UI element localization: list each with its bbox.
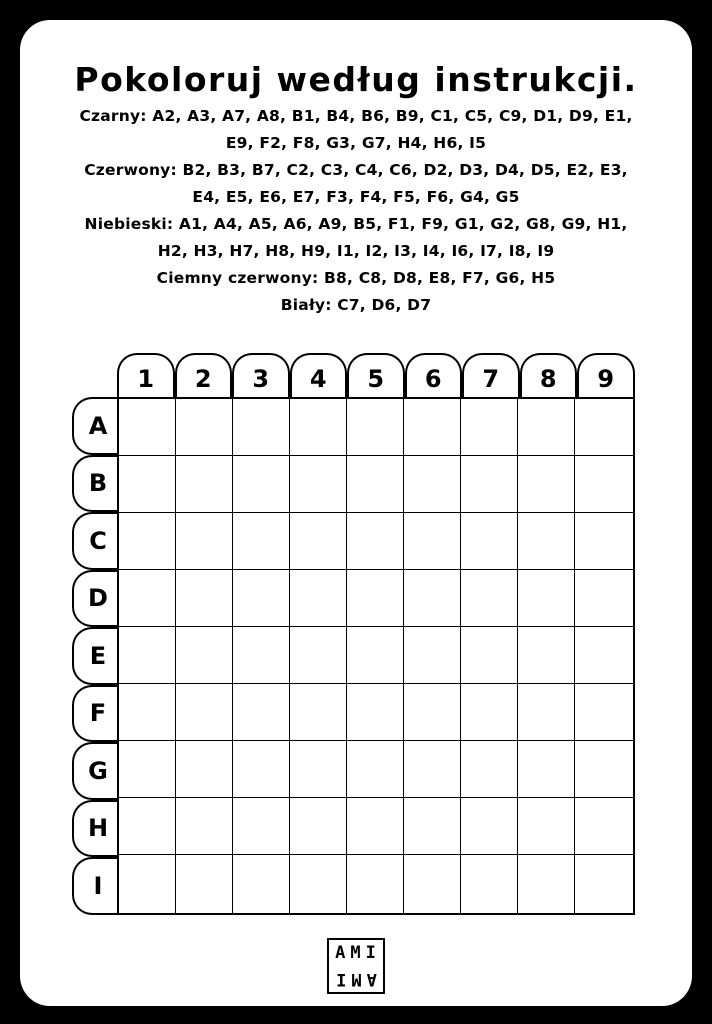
logo-text-bottom: AMI [331,969,377,989]
grid-cell-I4[interactable] [290,855,347,912]
logo-text-top: AMI [335,943,381,963]
grid-cell-F4[interactable] [290,684,347,741]
row-header-E: E [72,627,117,685]
grid-cell-I3[interactable] [233,855,290,912]
grid-cell-E5[interactable] [347,627,404,684]
ami-logo [327,938,385,994]
grid-cell-D3[interactable] [233,570,290,627]
grid-cell-C7[interactable] [461,513,518,570]
grid-cell-F1[interactable] [119,684,176,741]
grid-cell-H1[interactable] [119,798,176,855]
grid-cell-I7[interactable] [461,855,518,912]
grid-cell-A7[interactable] [461,399,518,456]
column-header-6: 6 [405,353,463,397]
grid-cell-E6[interactable] [404,627,461,684]
grid-cell-H2[interactable] [176,798,233,855]
grid-cell-B3[interactable] [233,456,290,513]
grid-cell-H3[interactable] [233,798,290,855]
grid-cell-E8[interactable] [518,627,575,684]
grid-cell-B2[interactable] [176,456,233,513]
instruction-line: E9, F2, F8, G3, G7, H4, H6, I5 [225,134,487,152]
grid-cell-H5[interactable] [347,798,404,855]
row-header-G: G [72,742,117,800]
grid-cell-D5[interactable] [347,570,404,627]
grid-cell-A1[interactable] [119,399,176,456]
grid-cell-D7[interactable] [461,570,518,627]
grid-cell-I5[interactable] [347,855,404,912]
grid-cell-D8[interactable] [518,570,575,627]
worksheet-page [20,20,692,1006]
grid-cell-C4[interactable] [290,513,347,570]
grid-cell-C3[interactable] [233,513,290,570]
grid-cell-C9[interactable] [575,513,632,570]
grid-cell-G5[interactable] [347,741,404,798]
grid-cell-D9[interactable] [575,570,632,627]
grid-cell-E3[interactable] [233,627,290,684]
instruction-line: Ciemny czerwony: B8, C8, D8, E8, F7, G6, H5 [156,269,556,287]
grid-cell-E9[interactable] [575,627,632,684]
grid-cell-C2[interactable] [176,513,233,570]
grid-cell-F7[interactable] [461,684,518,741]
grid-cell-A6[interactable] [404,399,461,456]
column-header-1: 1 [117,353,175,397]
column-header-3: 3 [232,353,290,397]
grid-cell-G7[interactable] [461,741,518,798]
column-header-4: 4 [290,353,348,397]
grid-cell-H9[interactable] [575,798,632,855]
grid-cell-C1[interactable] [119,513,176,570]
column-header-9: 9 [577,353,635,397]
grid-cell-A2[interactable] [176,399,233,456]
grid-cell-E7[interactable] [461,627,518,684]
grid-cell-A3[interactable] [233,399,290,456]
grid-cell-B8[interactable] [518,456,575,513]
grid-cell-I8[interactable] [518,855,575,912]
grid-cell-G9[interactable] [575,741,632,798]
grid-cell-E4[interactable] [290,627,347,684]
row-header-B: B [72,455,117,513]
grid-cell-F8[interactable] [518,684,575,741]
column-header-5: 5 [347,353,405,397]
grid-cell-F5[interactable] [347,684,404,741]
grid-cell-B1[interactable] [119,456,176,513]
row-header-I: I [72,857,117,915]
column-header-8: 8 [520,353,578,397]
row-header-C: C [72,512,117,570]
instruction-line: Biały: C7, D6, D7 [280,296,432,314]
grid-cell-G4[interactable] [290,741,347,798]
grid-cell-I2[interactable] [176,855,233,912]
grid-cell-A4[interactable] [290,399,347,456]
column-header-7: 7 [462,353,520,397]
grid-cell-D1[interactable] [119,570,176,627]
grid-cell-A8[interactable] [518,399,575,456]
instruction-line: Niebieski: A1, A4, A5, A6, A9, B5, F1, F9, G1, G2, G8, G9, H1, [84,215,628,233]
row-header-D: D [72,570,117,628]
grid-cell-F3[interactable] [233,684,290,741]
grid-cell-A5[interactable] [347,399,404,456]
row-header-F: F [72,685,117,743]
row-header-A: A [72,397,117,455]
grid-cell-C8[interactable] [518,513,575,570]
instruction-line: H2, H3, H7, H8, H9, I1, I2, I3, I4, I6, I7, I8, I9 [157,242,555,260]
grid-cell-I9[interactable] [575,855,632,912]
grid-cell-G3[interactable] [233,741,290,798]
grid-cell-H4[interactable] [290,798,347,855]
instruction-line: E4, E5, E6, E7, F3, F4, F5, F6, G4, G5 [192,188,520,206]
grid-cell-G1[interactable] [119,741,176,798]
grid-cell-E1[interactable] [119,627,176,684]
grid-cells [117,397,635,915]
grid-cell-F6[interactable] [404,684,461,741]
column-header-2: 2 [175,353,233,397]
grid-cell-D2[interactable] [176,570,233,627]
grid-cell-E2[interactable] [176,627,233,684]
grid-cell-H8[interactable] [518,798,575,855]
grid-cell-B5[interactable] [347,456,404,513]
grid-cell-G2[interactable] [176,741,233,798]
grid-cell-C6[interactable] [404,513,461,570]
grid-cell-B4[interactable] [290,456,347,513]
grid-cell-H6[interactable] [404,798,461,855]
row-header-H: H [72,800,117,858]
grid-cell-A9[interactable] [575,399,632,456]
grid-cell-F2[interactable] [176,684,233,741]
grid-cell-F9[interactable] [575,684,632,741]
grid-cell-D4[interactable] [290,570,347,627]
instruction-line: Czerwony: B2, B3, B7, C2, C3, C4, C6, D2, D3, D4, D5, E2, E3, [84,161,628,179]
grid-cell-G8[interactable] [518,741,575,798]
grid-cell-D6[interactable] [404,570,461,627]
grid-cell-I6[interactable] [404,855,461,912]
grid-cell-G6[interactable] [404,741,461,798]
grid-cell-I1[interactable] [119,855,176,912]
grid-cell-H7[interactable] [461,798,518,855]
instruction-line: Czarny: A2, A3, A7, A8, B1, B4, B6, B9, C1, C5, C9, D1, D9, E1, [79,107,633,125]
grid-cell-C5[interactable] [347,513,404,570]
color-instructions [40,103,672,319]
grid-cell-B7[interactable] [461,456,518,513]
grid-cell-B9[interactable] [575,456,632,513]
page-title: Pokoloruj według instrukcji. [74,60,638,99]
grid-cell-B6[interactable] [404,456,461,513]
